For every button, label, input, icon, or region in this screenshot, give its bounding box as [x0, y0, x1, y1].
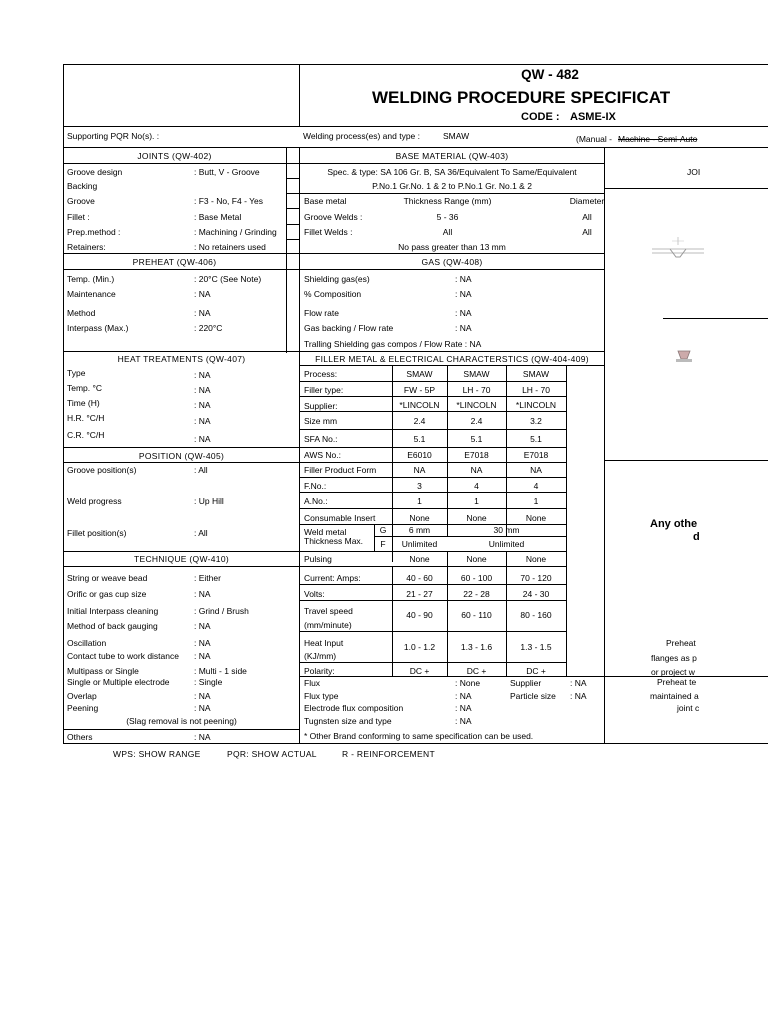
technique-value: : NA [194, 638, 211, 648]
travel-label-1: Travel speed [304, 606, 353, 616]
filler-row-line [299, 662, 566, 663]
polarity-label: Polarity: [304, 666, 335, 676]
ht-value: : NA [194, 434, 211, 444]
technique-value: : NA [194, 651, 211, 661]
filler-cell: SMAW [463, 369, 490, 379]
filler-cell: 3 [417, 481, 422, 491]
code-value: ASME-IX [570, 111, 616, 123]
heat-cell: 1.3 - 1.6 [460, 642, 493, 652]
left-line-technique [63, 551, 300, 552]
flux-label: Flux [304, 678, 321, 688]
left-line-2 [286, 193, 300, 194]
preheat-note-line: joint c [677, 703, 700, 713]
filler-cell: SMAW [522, 369, 550, 379]
gas-trailing: Tralling Shielding gas compos / Flow Rate : NA [304, 339, 482, 349]
thk-f-2: Unlimited [488, 539, 525, 549]
footer-reinforcement: R - REINFORCEMENT [342, 749, 435, 759]
travel-cell: 80 - 160 [520, 610, 552, 620]
flux-type-label: Flux type [304, 691, 339, 701]
ht-label: Temp. °C [67, 383, 103, 393]
base-pno: P.No.1 Gr.No. 1 & 2 to P.No.1 Gr. No.1 & 2 [372, 181, 532, 191]
gas-label: Flow rate [304, 308, 339, 318]
slag-note: (Slag removal is not peening) [126, 716, 237, 726]
filler-row-line [299, 566, 566, 567]
filler-label: F.No.: [304, 481, 327, 491]
preheat-note-line: or project w [651, 667, 695, 677]
elec-cell: 70 - 120 [520, 573, 552, 583]
filler-label: Size mm [304, 416, 338, 426]
others-label: Others [67, 732, 93, 742]
preheat-value: : 220°C [194, 323, 223, 333]
elec-cell: 21 - 27 [406, 589, 433, 599]
filler-row-line [374, 536, 566, 537]
elec-cell: None [409, 554, 430, 564]
filler-row-line [299, 551, 566, 552]
filler-cell: SMAW [406, 369, 433, 379]
ht-value: : NA [194, 416, 211, 426]
elec-label: Current: Amps: [304, 573, 361, 583]
code-label: CODE : [521, 111, 560, 123]
elec-label: Volts: [304, 589, 325, 599]
filler-row-line [299, 477, 566, 478]
filler-row-line [299, 381, 566, 382]
elec-label: Pulsing [304, 554, 332, 564]
process-value: SMAW [443, 131, 470, 141]
header-divider [299, 64, 300, 126]
footer-wps: WPS: SHOW RANGE [113, 749, 201, 759]
joint-label: Groove design [67, 167, 123, 177]
technique-label: Initial Interpass cleaning [67, 606, 159, 616]
filler-cell: 3.2 [530, 416, 542, 426]
base-spec: Spec. & type: SA 106 Gr. B, SA 36/Equivalent To Same/Equivalent [327, 167, 577, 177]
fillet-welds-label: Fillet Welds : [304, 227, 353, 237]
preheat-label: Interpass (Max.) [67, 323, 129, 333]
filler-cell: E6010 [407, 450, 432, 460]
filler-cell: *LINCOLN [399, 400, 440, 410]
form-number: QW - 482 [521, 67, 579, 82]
filler-label: Consumable Insert [304, 513, 376, 523]
position-value: : All [194, 528, 208, 538]
support-bottom-line [63, 147, 768, 148]
position-value: : All [194, 465, 208, 475]
filler-label: Supplier: [304, 401, 338, 411]
tungsten-value: : NA [455, 716, 472, 726]
pqr-label: Supporting PQR No(s). : [67, 131, 160, 141]
any-other-line-1: Any othe [650, 518, 698, 530]
filler-cell: None [466, 513, 487, 523]
polarity-cell: DC + [409, 666, 430, 676]
thk-f-1: Unlimited [401, 539, 438, 549]
technique-value: : Either [194, 573, 221, 583]
left-line-preheat-head [63, 269, 300, 270]
base-line-head [299, 163, 604, 164]
electrode-flux-value: : NA [455, 703, 472, 713]
joint-label: Fillet : [67, 212, 90, 222]
flux-supplier-label: Supplier [510, 678, 542, 688]
ht-label: Type [67, 368, 86, 378]
gas-label: Gas backing / Flow rate [304, 323, 394, 333]
filler-cell: *LINCOLN [456, 400, 497, 410]
joint-label: Retainers: [67, 242, 106, 252]
preheat-label: Method [67, 308, 96, 318]
technique-label: Overlap [67, 691, 97, 701]
filler-row-line [299, 676, 768, 677]
preheat-value: : 20°C (See Note) [194, 274, 262, 284]
flux-type-value: : NA [455, 691, 472, 701]
filler-cell: 5.1 [470, 434, 483, 444]
position-label: Weld progress [67, 496, 122, 506]
base-line-gas [299, 253, 604, 254]
ht-value: : NA [194, 385, 211, 395]
preheat-note-line: maintained a [650, 691, 699, 701]
pass-note: No pass greater than 13 mm [398, 242, 506, 252]
preheat-value: : NA [194, 289, 211, 299]
filler-row-line [299, 447, 566, 448]
ht-value: : NA [194, 400, 211, 410]
filler-col-4 [566, 365, 567, 676]
frame-bottom [63, 743, 768, 744]
gas-label: % Composition [304, 289, 362, 299]
filler-cell: 2.4 [413, 416, 426, 426]
joint-value: : Base Metal [194, 212, 242, 222]
filler-heading: FILLER METAL & ELECTRICAL CHARACTERSTICS (QW-404-409) [315, 354, 589, 364]
preheat-note-line: Preheat te [657, 677, 697, 687]
particle-size-value: : NA [570, 691, 587, 701]
weld-thickness-label: Weld metal Thickness Max. [304, 527, 364, 546]
gas-line-head [299, 269, 604, 270]
groove-welds-label: Groove Welds : [304, 212, 363, 222]
header-bottom-line [63, 126, 768, 127]
left-line-joints-head [63, 163, 300, 164]
travel-cell: 60 - 110 [461, 610, 492, 620]
filler-row-line [299, 396, 566, 397]
groove-marker: G [379, 525, 387, 535]
joint-value: : Butt, V - Groove [194, 167, 260, 177]
elec-cell: 24 - 30 [522, 589, 550, 599]
preheat-value: : NA [194, 308, 211, 318]
electrode-flux-label: Electrode flux composition [304, 703, 404, 713]
flux-supplier-value: : NA [570, 678, 587, 688]
position-label: Groove position(s) [67, 465, 137, 475]
heat-input-label-2: (KJ/mm) [304, 651, 337, 661]
preheat-label: Maintenance [67, 289, 116, 299]
filler-cell: 4 [474, 481, 479, 491]
joint-value: : F3 - No, F4 - Yes [194, 196, 263, 206]
polarity-cell: DC + [526, 666, 546, 676]
filler-row-line [299, 492, 566, 493]
joint-value: : No retainers used [194, 242, 266, 252]
manual-label: (Manual - [576, 134, 612, 144]
joints-heading: JOINTS (QW-402) [137, 151, 212, 161]
filler-cell: None [525, 513, 547, 523]
ht-label: H.R. °C/H [67, 413, 105, 423]
filler-cell: 5.1 [530, 434, 542, 444]
left-line-5 [286, 239, 300, 240]
technique-value: : NA [194, 703, 211, 713]
elec-cell: 60 - 100 [460, 573, 493, 583]
fillet-marker: F [380, 539, 386, 549]
technique-heading: TECHNIQUE (QW-410) [134, 554, 229, 564]
left-line-position-head [63, 462, 300, 463]
technique-value: : Multi - 1 side [194, 666, 247, 676]
filler-label: Process: [304, 369, 338, 379]
heat-cell: 1.0 - 1.2 [403, 642, 436, 652]
ht-value: : NA [194, 370, 211, 380]
filler-cell: 5.1 [413, 434, 426, 444]
base-material-heading: BASE MATERIAL (QW-403) [395, 151, 509, 161]
weld-bead-icon [674, 347, 694, 367]
thk-g-2: 30 mm [493, 525, 520, 535]
filler-cell: 2.4 [470, 416, 483, 426]
diameter-header: Diameter [569, 196, 605, 206]
position-label: Fillet position(s) [67, 528, 127, 538]
technique-label: Orific or gas cup size [67, 589, 147, 599]
position-heading: POSITION (QW-405) [138, 451, 225, 461]
joint-value: : Machining / Grinding [194, 227, 277, 237]
filler-line-head [299, 365, 604, 366]
left-line-position [63, 447, 300, 448]
right-line-1 [604, 188, 768, 189]
manual-rest: Machine - Semi-Auto [618, 134, 698, 144]
left-line-4 [286, 224, 300, 225]
elec-cell: None [525, 554, 547, 564]
particle-size-label: Particle size [510, 691, 556, 701]
polarity-cell: DC + [466, 666, 487, 676]
flux-value: : None [455, 678, 481, 688]
joint-label: Backing [67, 181, 98, 191]
base-line-spec [299, 193, 604, 194]
thk-g-1: 6 mm [408, 525, 431, 535]
technique-label: String or weave bead [67, 573, 148, 583]
elec-cell: None [466, 554, 487, 564]
filler-cell: None [409, 513, 430, 523]
filler-row-line [299, 584, 566, 585]
gas-heading: GAS (QW-408) [421, 257, 483, 267]
brand-note: * Other Brand conforming to same specification can be used. [304, 731, 534, 741]
joint-sketch-icon [650, 235, 706, 259]
filler-row-line [299, 429, 566, 430]
filler-row-line [299, 631, 566, 632]
fillet-dia: All [582, 227, 592, 237]
gas-value: : NA [455, 274, 472, 284]
filler-label: A.No.: [304, 496, 328, 506]
gas-value: : NA [455, 289, 472, 299]
gas-value: : NA [455, 308, 472, 318]
preheat-note-line: flanges as p [651, 653, 697, 663]
left-line-others [63, 729, 300, 730]
preheat-label: Temp. (Min.) [67, 274, 115, 284]
gas-label: Shielding gas(es) [304, 274, 370, 284]
joint-label: Prep.method : [67, 227, 121, 237]
groove-thk: 5 - 36 [436, 212, 459, 222]
thickness-header: Thickness Range (mm) [403, 196, 492, 206]
left-line-3 [286, 208, 300, 209]
filler-cell: FW - 5P [403, 385, 436, 395]
filler-label: Filler type: [304, 385, 344, 395]
filler-row-line [299, 600, 566, 601]
heat-cell: 1.3 - 1.5 [520, 642, 552, 652]
ht-label: Time (H) [67, 398, 100, 408]
joint-label: Groove [67, 196, 95, 206]
technique-value: : NA [194, 589, 211, 599]
technique-label: Multipass or Single [67, 666, 139, 676]
groove-dia: All [582, 212, 592, 222]
preheat-note-line: Preheat [666, 638, 696, 648]
technique-value: : NA [194, 691, 211, 701]
filler-cell: E7018 [523, 450, 549, 460]
tungsten-label: Tugnsten size and type [304, 716, 392, 726]
process-label: Welding process(es) and type : [303, 131, 421, 141]
technique-value: : Grind / Brush [194, 606, 249, 616]
filler-cell: LH - 70 [522, 385, 550, 395]
filler-cell: LH - 70 [462, 385, 491, 395]
frame-top [63, 64, 768, 65]
heat-input-label-1: Heat Input [304, 638, 344, 648]
ht-label: C.R. °C/H [67, 430, 105, 440]
joint-heading-right: JOI [687, 167, 701, 177]
technique-label: Oscillation [67, 638, 107, 648]
travel-cell: 40 - 90 [406, 610, 433, 620]
filler-cell: 4 [533, 481, 539, 491]
any-other-line-2: d [693, 531, 700, 543]
technique-label: Single or Multiple electrode [67, 677, 170, 687]
position-value: : Up Hill [194, 496, 224, 506]
technique-label: Contact tube to work distance [67, 651, 179, 661]
left-line-ht [63, 351, 300, 352]
filler-cell: *LINCOLN [515, 400, 557, 410]
filler-label: AWS No.: [304, 450, 341, 460]
left-line-technique-head [63, 566, 300, 567]
technique-value: : NA [194, 621, 211, 631]
frame-left [63, 64, 64, 744]
elec-cell: 22 - 28 [463, 589, 490, 599]
elec-cell: 40 - 60 [406, 573, 433, 583]
filler-row-line [299, 508, 566, 509]
gas-line-filler [299, 351, 604, 352]
technique-label: Peening [67, 703, 99, 713]
filler-cell: 1 [417, 496, 422, 506]
filler-row-line [299, 411, 566, 412]
heat-treatment-heading: HEAT TREATMENTS (QW-407) [117, 354, 246, 364]
technique-label: Method of back gauging [67, 621, 158, 631]
fillet-thk: All [442, 227, 453, 237]
gas-value: : NA [455, 323, 472, 333]
page-title: WELDING PROCEDURE SPECIFICAT [372, 88, 671, 107]
travel-label-2: (mm/minute) [304, 620, 352, 630]
filler-label: Filler Product Form [304, 465, 377, 475]
filler-cell: E7018 [464, 450, 489, 460]
filler-cell: NA [413, 465, 426, 475]
filler-row-line [299, 462, 566, 463]
filler-label: SFA No.: [304, 434, 338, 444]
filler-cell: NA [470, 465, 483, 475]
filler-cell: 1 [533, 496, 539, 506]
left-line-preheat [63, 253, 300, 254]
technique-value: : Single [194, 677, 223, 687]
footer-pqr: PQR: SHOW ACTUAL [227, 749, 317, 759]
col-divider-left [299, 147, 300, 743]
left-line-1 [286, 178, 300, 179]
filler-cell: NA [530, 465, 542, 475]
preheat-heading: PREHEAT (QW-406) [132, 257, 217, 267]
filler-cell: 1 [474, 496, 479, 506]
right-line-2 [663, 318, 768, 319]
base-metal-label: Base metal [304, 196, 347, 206]
others-value: : NA [194, 732, 211, 742]
right-line-3 [604, 460, 768, 461]
